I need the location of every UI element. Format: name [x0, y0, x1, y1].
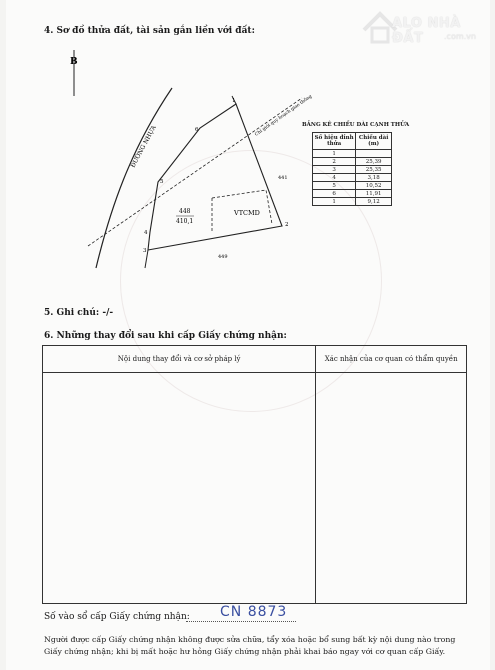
neighbor-449: 449	[218, 254, 228, 260]
table-row: 4 3,18	[313, 174, 392, 182]
changes-col-content: Nội dung thay đổi và cơ sở pháp lý	[43, 346, 316, 373]
parcel-number: 448	[179, 208, 191, 215]
parcel-area: 410,1	[176, 218, 194, 225]
vertex-1: 1	[232, 98, 236, 104]
vertex-4: 4	[144, 230, 148, 236]
section-4-heading: 4. Sơ đồ thửa đất, tài sản gắn liền với đất:	[44, 26, 255, 36]
section-5-heading: 5. Ghi chú: -/-	[44, 308, 114, 318]
table-row: 2 25,39	[313, 158, 392, 166]
vtcmd-label: VTCMD	[234, 209, 260, 217]
table-row: 1 9,12	[313, 198, 392, 206]
registry-label: Số vào sổ cấp Giấy chứng nhận:	[44, 612, 190, 622]
table-row	[43, 373, 467, 604]
table-row: 3 25,35	[313, 166, 392, 174]
registry-number: CN 8873	[220, 604, 288, 620]
lengths-col-point: Số hiệu đỉnh thửa	[313, 133, 356, 150]
vertex-6: 6	[195, 127, 199, 133]
vertex-5: 5	[160, 179, 164, 185]
certificate-note: Người được cấp Giấy chứng nhận không được sửa chữa, tẩy xóa hoặc bổ sung bất kỳ nội dung nào trong Giấy chứng nhận; khi bị mất hoặc hư hỏng Giấy chứng nhận phải khai báo ngay với cơ quan cấp Giấy.	[44, 635, 456, 656]
lengths-col-length: Chiều dài (m)	[356, 133, 392, 150]
parcel-map	[0, 0, 495, 300]
lengths-table	[312, 132, 392, 206]
planning-line	[88, 98, 302, 246]
neighbor-441: 441	[278, 175, 288, 181]
table-row: 5 10,52	[313, 182, 392, 190]
table-row: 6 11,91	[313, 190, 392, 198]
north-label: B	[70, 57, 78, 67]
changes-table	[42, 345, 467, 604]
lengths-table-title: BẢNG KÊ CHIỀU DÀI CẠNH THỬA	[302, 122, 410, 128]
changes-col-confirm: Xác nhận của cơ quan có thẩm quyền	[316, 346, 467, 373]
watermark-domain: .com.vn	[444, 32, 476, 41]
table-row: 1	[313, 150, 392, 158]
planning-label: Chỉ giới quy hoạch giao thông	[254, 94, 314, 138]
watermark-brand: ALO NHÀ ĐẤT	[392, 16, 461, 46]
vertex-3: 3	[143, 248, 147, 254]
road-label: ĐƯỜNG NHỰA	[129, 124, 158, 169]
vtcmd-boundary	[212, 190, 272, 224]
vertex-2: 2	[285, 222, 289, 228]
registry-dotted-line	[186, 621, 296, 622]
section-6-heading: 6. Những thay đổi sau khi cấp Giấy chứng nhận:	[44, 331, 287, 341]
changes-content-cell	[43, 373, 316, 604]
changes-confirm-cell	[316, 373, 467, 604]
